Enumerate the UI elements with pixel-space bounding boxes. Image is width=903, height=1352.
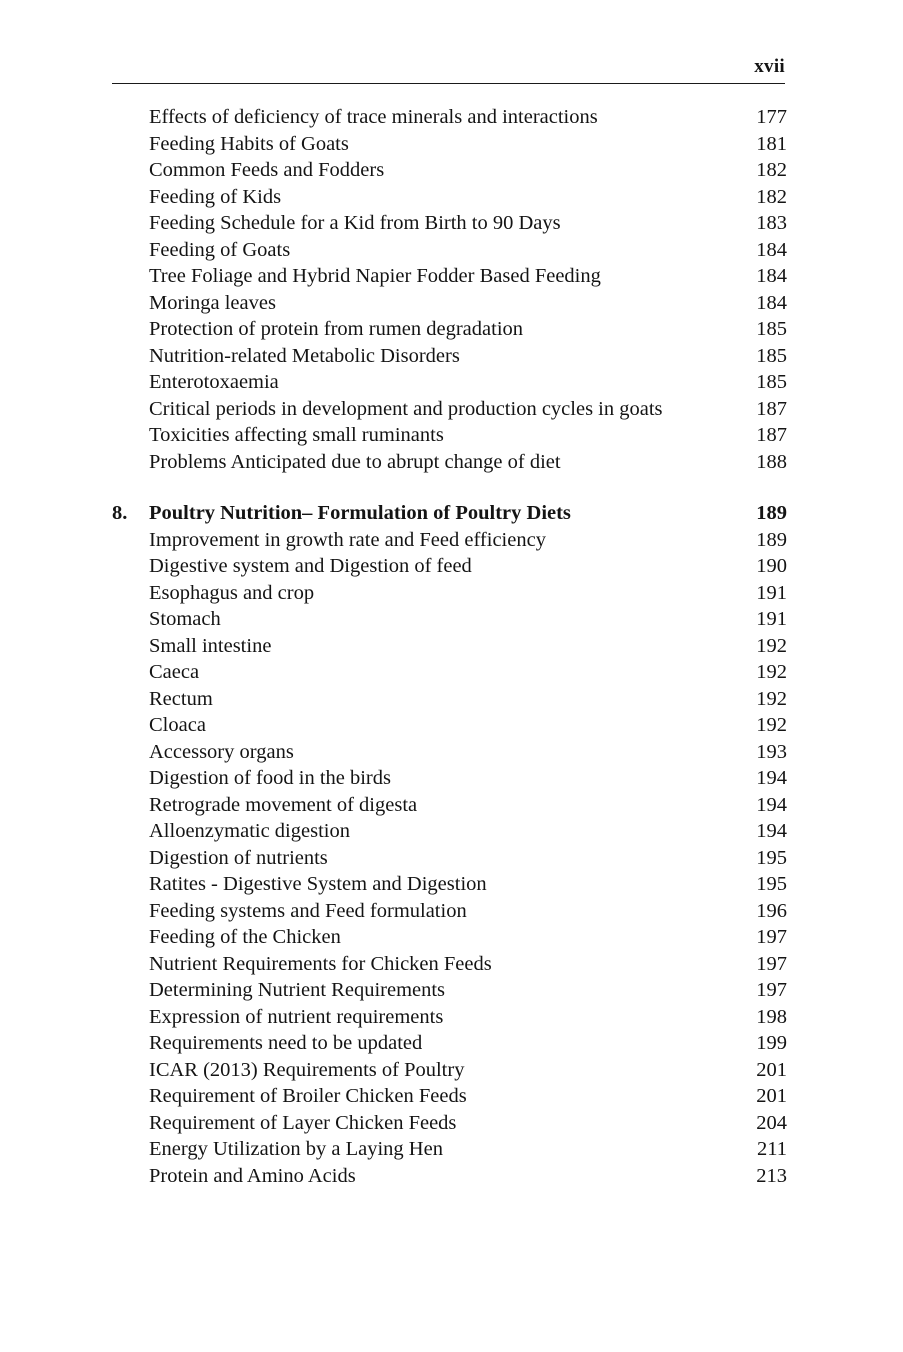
toc-entry-title: Caeca	[149, 661, 200, 683]
toc-entry[interactable]	[112, 157, 787, 184]
toc-entry[interactable]	[112, 527, 787, 554]
toc-entry-page: 197	[756, 926, 787, 948]
toc-entry[interactable]	[112, 422, 787, 449]
toc-entry-title: Small intestine	[149, 634, 272, 657]
toc-entry-page: 201	[756, 1085, 787, 1107]
toc-entry[interactable]	[112, 977, 787, 1004]
toc-entry-page: 191	[756, 581, 787, 604]
toc-entry[interactable]	[112, 290, 787, 317]
toc-entry-title: Protein and Amino Acids	[149, 1164, 356, 1187]
toc-entry[interactable]	[112, 369, 787, 396]
toc-entry-title: Alloenzymatic digestion	[149, 820, 350, 842]
toc-entry-page: 197	[756, 979, 787, 1001]
toc-entry[interactable]	[112, 553, 787, 580]
toc-entry[interactable]	[112, 131, 787, 158]
toc-entry[interactable]	[112, 104, 787, 131]
toc-entry-page: 187	[756, 397, 787, 420]
toc-entry[interactable]	[112, 1136, 787, 1163]
toc-entry[interactable]	[112, 449, 787, 476]
toc-entry-page: 194	[756, 793, 787, 816]
toc-entry[interactable]	[112, 818, 787, 845]
toc-entry-title: Requirements need to be updated	[149, 1032, 423, 1054]
toc-entry-page: 194	[756, 820, 787, 842]
toc-entry-page: 213	[756, 1164, 787, 1187]
toc-entry[interactable]	[112, 343, 787, 370]
toc-entry-title: Ratites - Digestive System and Digestion	[149, 873, 487, 895]
toc-entry-title: Determining Nutrient Requirements	[149, 979, 446, 1001]
toc-entry[interactable]	[112, 712, 787, 739]
toc-entry-title: Rectum	[149, 687, 213, 710]
section-gap	[112, 475, 787, 500]
toc-entry-page: 177	[756, 106, 787, 128]
toc-entry-title: Feeding of Goats	[149, 238, 291, 261]
toc-entry-page: 198	[756, 1005, 787, 1028]
toc-entry-page: 194	[756, 767, 787, 789]
toc-entry[interactable]	[112, 898, 787, 925]
toc-entry[interactable]	[112, 659, 787, 686]
toc-entry-page: 192	[756, 687, 787, 710]
toc-section-continued	[112, 104, 787, 475]
chapter-number: 8.	[112, 502, 128, 524]
toc-entry-title: Feeding systems and Feed formulation	[149, 899, 467, 922]
toc-entry-page: 192	[756, 714, 787, 736]
toc-entry-title: Tree Foliage and Hybrid Napier Fodder Based Feeding	[149, 265, 601, 287]
toc-entry-title: Digestive system and Digestion of feed	[149, 555, 472, 577]
toc-entry-page: 196	[756, 899, 787, 922]
toc-entry-page: 184	[756, 291, 787, 314]
toc-entry[interactable]	[112, 237, 787, 264]
toc-entry[interactable]	[112, 316, 787, 343]
toc-entry-page: 182	[756, 185, 787, 208]
toc-entry[interactable]	[112, 845, 787, 872]
toc-entry[interactable]	[112, 396, 787, 423]
toc-entry[interactable]	[112, 1057, 787, 1084]
toc-entry-title: ICAR (2013) Requirements of Poultry	[149, 1058, 465, 1081]
toc-entry[interactable]	[112, 1083, 787, 1110]
toc-entry[interactable]	[112, 210, 787, 237]
chapter-page: 189	[756, 502, 787, 524]
toc-entry-page: 181	[756, 132, 787, 155]
toc-entry-page: 185	[756, 344, 787, 367]
toc-entry-title: Cloaca	[149, 714, 206, 736]
toc-entry-title: Moringa leaves	[149, 291, 276, 314]
toc-entry-title: Toxicities affecting small ruminants	[149, 424, 444, 446]
toc-entry[interactable]	[112, 739, 787, 766]
toc-entry-page: 197	[756, 952, 787, 975]
toc-entry-title: Digestion of food in the birds	[149, 767, 391, 789]
table-of-contents	[112, 104, 787, 1189]
toc-entry-page: 184	[756, 238, 787, 261]
toc-entry[interactable]	[112, 792, 787, 819]
toc-entry-title: Effects of deficiency of trace minerals and interactions	[149, 106, 598, 128]
toc-entry-title: Esophagus and crop	[149, 581, 315, 604]
toc-entry-page: 192	[756, 661, 787, 683]
toc-entry-page: 195	[756, 846, 787, 869]
toc-entry-page: 189	[756, 528, 787, 551]
toc-entry-page: 182	[756, 159, 787, 181]
toc-entry[interactable]	[112, 606, 787, 633]
toc-entry-title: Feeding Habits of Goats	[149, 132, 349, 155]
toc-entry-title: Stomach	[149, 608, 221, 630]
toc-entry-page: 183	[756, 212, 787, 234]
chapter-title: Poultry Nutrition– Formulation of Poultry Diets	[149, 502, 571, 524]
toc-entry-page: 192	[756, 634, 787, 657]
toc-entry-page: 193	[756, 740, 787, 763]
toc-entry-page: 184	[756, 265, 787, 287]
toc-entry-title: Accessory organs	[149, 740, 294, 763]
toc-entry[interactable]	[112, 871, 787, 898]
toc-entry[interactable]	[112, 1110, 787, 1137]
toc-entry-title: Critical periods in development and production cycles in goats	[149, 397, 663, 420]
toc-entry[interactable]	[112, 633, 787, 660]
page-number: xvii	[754, 56, 785, 77]
toc-entry-page: 199	[756, 1032, 787, 1054]
toc-entry-page: 187	[756, 424, 787, 446]
toc-entry-title: Nutrient Requirements for Chicken Feeds	[149, 952, 492, 975]
toc-entry-title: Problems Anticipated due to abrupt change of diet	[149, 450, 561, 473]
toc-entry-page: 195	[756, 873, 787, 895]
toc-entry[interactable]	[112, 765, 787, 792]
toc-section-chapter-8	[112, 527, 787, 1190]
header-rule	[112, 83, 785, 84]
toc-entry-title: Requirement of Broiler Chicken Feeds	[149, 1085, 467, 1107]
toc-entry[interactable]	[112, 1030, 787, 1057]
toc-entry-title: Feeding of the Chicken	[149, 926, 341, 948]
toc-entry-title: Feeding of Kids	[149, 185, 282, 208]
toc-entry[interactable]	[112, 263, 787, 290]
toc-entry[interactable]	[112, 951, 787, 978]
toc-entry-title: Expression of nutrient requirements	[149, 1005, 444, 1028]
toc-entry[interactable]	[112, 924, 787, 951]
toc-entry-title: Requirement of Layer Chicken Feeds	[149, 1111, 457, 1134]
toc-entry-page: 185	[756, 318, 787, 340]
toc-entry-page: 204	[756, 1111, 787, 1134]
toc-entry-title: Retrograde movement of digesta	[149, 793, 418, 816]
toc-entry-title: Energy Utilization by a Laying Hen	[149, 1138, 443, 1160]
toc-entry-page: 201	[756, 1058, 787, 1081]
toc-entry[interactable]	[112, 686, 787, 713]
toc-entry[interactable]	[112, 580, 787, 607]
toc-entry-title: Improvement in growth rate and Feed efficiency	[149, 528, 546, 551]
toc-entry-title: Protection of protein from rumen degradation	[149, 318, 524, 340]
toc-entry-title: Common Feeds and Fodders	[149, 159, 385, 181]
toc-entry[interactable]	[112, 1004, 787, 1031]
toc-entry-page: 188	[756, 450, 787, 473]
toc-entry-page: 185	[756, 371, 787, 393]
toc-entry-page: 190	[756, 555, 787, 577]
toc-entry-title: Feeding Schedule for a Kid from Birth to 90 Days	[149, 212, 561, 234]
toc-entry[interactable]	[112, 184, 787, 211]
toc-entry-page: 191	[756, 608, 787, 630]
toc-entry-title: Digestion of nutrients	[149, 846, 328, 869]
toc-entry-title: Enterotoxaemia	[149, 371, 279, 393]
chapter-heading[interactable]	[112, 500, 787, 527]
toc-entry-title: Nutrition-related Metabolic Disorders	[149, 344, 460, 367]
toc-entry-page: 211	[757, 1138, 787, 1160]
toc-entry[interactable]	[112, 1163, 787, 1190]
